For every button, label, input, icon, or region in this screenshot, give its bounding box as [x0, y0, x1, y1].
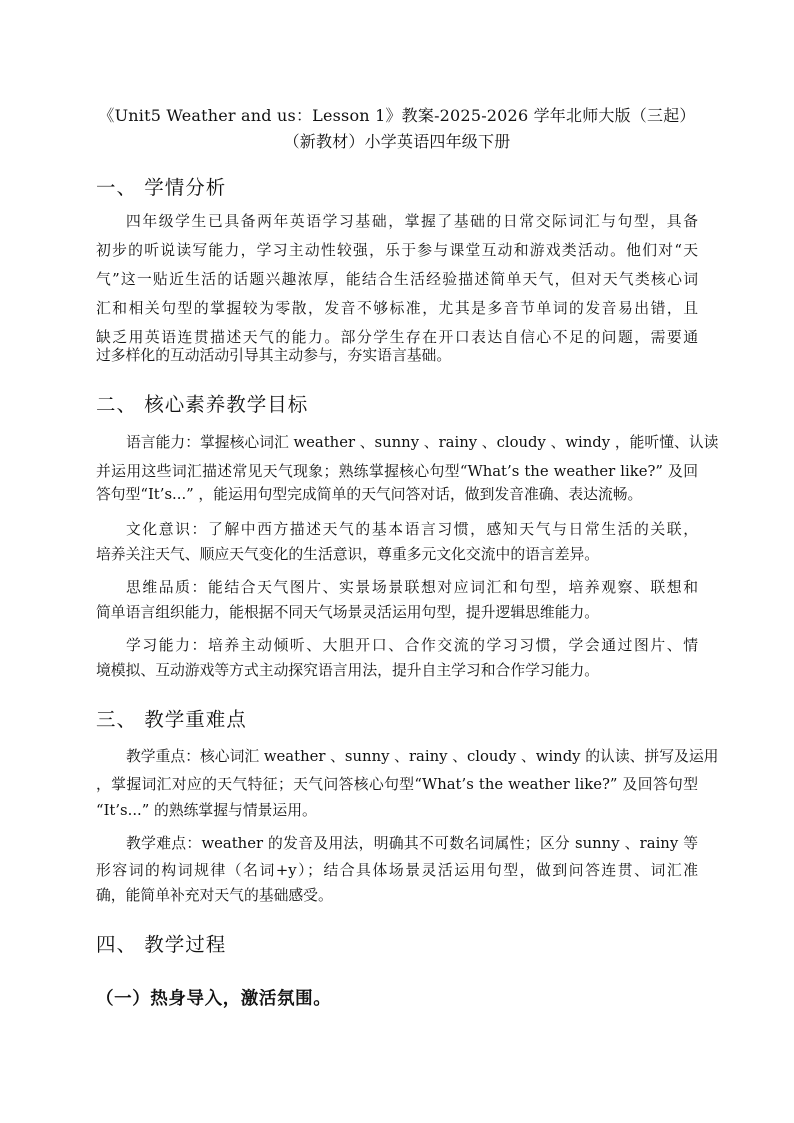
- paragraph-line: 答句型“It’s...” ，能运用句型完成简单的天气问答对话，做到发音准确、表达流畅。: [96, 486, 643, 503]
- section-heading-key-points: 三、 教学重难点: [96, 708, 247, 731]
- paragraph-line: 形容词的构词规律（名词+y）；结合具体场景灵活运用句型，做到问答连贯、词汇准: [96, 862, 698, 879]
- paragraph-line: 初步的听说读写能力，学习主动性较强，乐于参与课堂互动和游戏类活动。他们对“天: [96, 242, 698, 259]
- paragraph-line: ，掌握词汇对应的天气特征；天气问答核心句型“What’s the weather like?” 及回答句型: [96, 776, 698, 793]
- paragraph-line: 学习能力：培养主动倾听、大胆开口、合作交流的学习习惯，学会通过图片、情: [126, 637, 698, 654]
- document-title-line-2: （新教材）小学英语四年级下册: [283, 132, 511, 151]
- section-heading-teaching-process: 四、 教学过程: [96, 933, 227, 956]
- paragraph-line: 气”这一贴近生活的话题兴趣浓厚，能结合生活经验描述简单天气，但对天气类核心词: [96, 271, 698, 288]
- paragraph-line: 文化意识：了解中西方描述天气的基本语言习惯，感知天气与日常生活的关联，: [126, 521, 698, 538]
- paragraph-line: 确，能简单补充对天气的基础感受。: [96, 887, 333, 904]
- paragraph-line: 简单语言组织能力，能根据不同天气场景灵活运用句型，提升逻辑思维能力。: [96, 604, 600, 621]
- paragraph-line: 四年级学生已具备两年英语学习基础，掌握了基础的日常交际词汇与句型，具备: [126, 213, 698, 230]
- paragraph-line: 并运用这些词汇描述常见天气现象；熟练掌握核心句型“What’s the weather like?” 及回: [96, 463, 698, 480]
- document-title-line-1: 《Unit5 Weather and us：Lesson 1》教案-2025-2026 学年北师大版（三起）: [98, 106, 696, 125]
- paragraph-line: 过多样化的互动活动引导其主动参与，夯实语言基础。: [96, 347, 452, 364]
- paragraph-line: 思维品质：能结合天气图片、实景场景联想对应词汇和句型，培养观察、联想和: [126, 579, 698, 596]
- paragraph-line: 缺乏用英语连贯描述天气的能力。部分学生存在开口表达自信心不足的问题，需要通: [96, 329, 698, 346]
- subsection-heading-warm-up: （一）热身导入，激活氛围。: [96, 989, 332, 1009]
- section-heading-core-goals: 二、 核心素养教学目标: [96, 393, 309, 416]
- paragraph-line: 教学难点：weather 的发音及用法，明确其不可数名词属性；区分 sunny 、rainy 等: [126, 835, 698, 852]
- paragraph-line: 境模拟、互动游戏等方式主动探究语言用法，提升自主学习和合作学习能力。: [96, 662, 600, 679]
- paragraph-line: 教学重点：核心词汇 weather 、sunny 、rainy 、cloudy 、windy 的认读、拼写及运用: [126, 748, 719, 765]
- paragraph-line: 汇和相关句型的掌握较为零散，发音不够标准，尤其是多音节单词的发音易出错，且: [96, 300, 698, 317]
- section-heading-learner-analysis: 一、 学情分析: [96, 176, 227, 199]
- paragraph-line: 语言能力：掌握核心词汇 weather 、sunny 、rainy 、cloudy 、windy ，能听懂、认读: [126, 434, 719, 451]
- paragraph-line: “It’s...” 的熟练掌握与情景运用。: [96, 802, 317, 819]
- paragraph-line: 培养关注天气、顺应天气变化的生活意识，尊重多元文化交流中的语言差异。: [96, 546, 600, 563]
